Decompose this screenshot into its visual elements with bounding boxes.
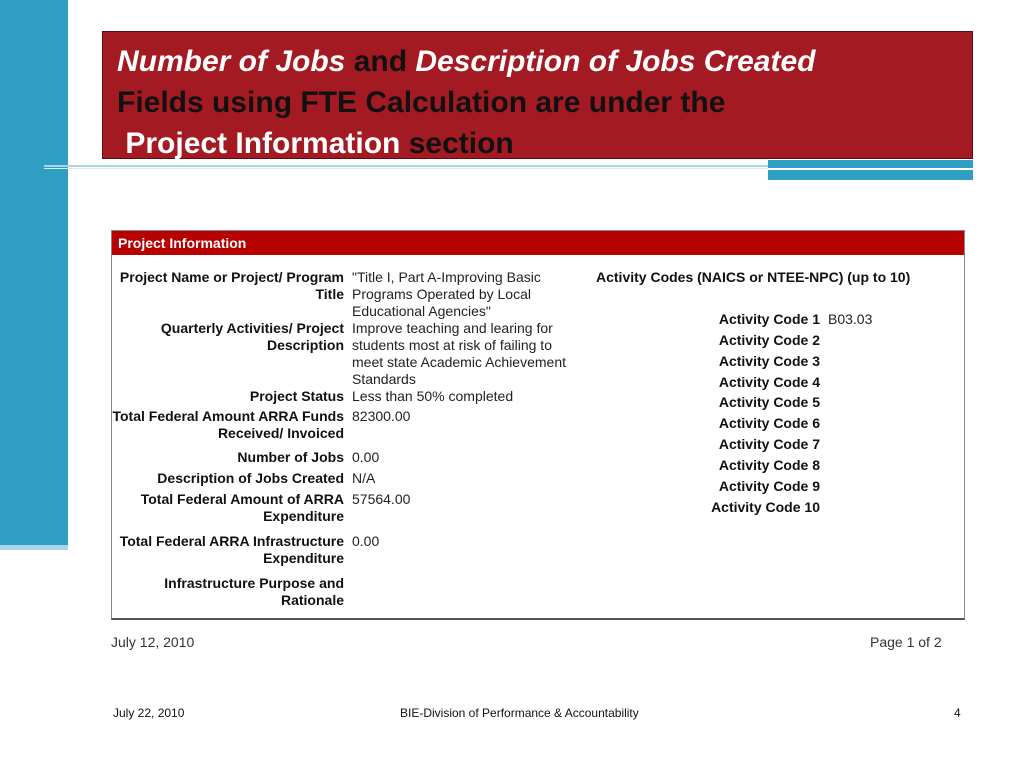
- slide-footer-center: BIE-Division of Performance & Accountability: [400, 706, 639, 720]
- slide-title: [102, 31, 973, 159]
- activity-code-label: Activity Code 8: [718, 457, 820, 473]
- field-label-description-of-jobs: Description of Jobs Created: [157, 470, 344, 486]
- project-information-form: [111, 230, 965, 620]
- divider-line-thin: [44, 168, 768, 169]
- field-label-number-of-jobs: Number of Jobs: [237, 449, 344, 465]
- document-footer-page: Page 1 of 2: [870, 634, 942, 650]
- field-value-project-status: Less than 50% completed: [352, 388, 514, 404]
- activity-code-label: Activity Code 4: [718, 374, 820, 390]
- title-part-number-of-jobs: Number of Jobs: [117, 45, 346, 78]
- field-label-project-status: Project Status: [249, 388, 344, 404]
- field-value-infrastructure-expenditure: 0.00: [352, 533, 380, 549]
- title-part-and: and: [345, 45, 416, 78]
- form-header: Project Information: [112, 231, 964, 255]
- field-value-project-name: "Title I, Part A-Improving Basic Programs Operated by Local Educational Agencies": [352, 269, 541, 319]
- field-label-quarterly-activities: Quarterly Activities/ Project Description: [160, 320, 344, 353]
- activity-code-label: Activity Code 10: [711, 499, 820, 515]
- field-value-federal-amount-received: 82300.00: [352, 408, 411, 424]
- field-value-quarterly-activities: Improve teaching and learing for students most at risk of failing to meet state Academic Achievement Standards: [352, 320, 566, 387]
- activity-code-label: Activity Code 5: [718, 394, 820, 410]
- activity-code-value: B03.03: [828, 311, 873, 327]
- title-part-description: Description of Jobs Created: [415, 45, 816, 78]
- activity-code-label: Activity Code 9: [718, 478, 820, 494]
- left-accent-bar-shadow: [0, 545, 68, 550]
- activity-code-label: Activity Code 6: [718, 415, 820, 431]
- activity-code-label: Activity Code 7: [718, 436, 820, 452]
- activity-codes-heading: Activity Codes (NAICS or NTEE-NPC) (up to 10): [596, 269, 911, 285]
- field-label-infrastructure-expenditure: Total Federal ARRA Infrastructure Expenditure: [119, 533, 344, 566]
- activity-code-label: Activity Code 1: [718, 311, 820, 327]
- field-label-project-name: Project Name or Project/ Program Title: [119, 269, 344, 302]
- title-part-section: section: [400, 127, 514, 160]
- activity-code-label: Activity Code 2: [718, 332, 820, 348]
- slide-footer-date: July 22, 2010: [113, 706, 185, 720]
- field-value-number-of-jobs: 0.00: [352, 449, 380, 465]
- left-accent-bar: [0, 0, 68, 545]
- activity-code-label: Activity Code 3: [718, 353, 820, 369]
- divider-line: [44, 165, 768, 167]
- document-footer-date: July 12, 2010: [111, 634, 195, 650]
- title-line-2: Fields using FTE Calculation are under the: [117, 86, 726, 119]
- field-value-description-of-jobs: N/A: [352, 470, 376, 486]
- slide-page-number: 4: [954, 706, 961, 720]
- field-value-arra-expenditure: 57564.00: [352, 491, 411, 507]
- title-part-project-information: Project Information: [125, 127, 401, 160]
- field-label-arra-expenditure: Total Federal Amount of ARRA Expenditure: [140, 491, 344, 524]
- field-label-infrastructure-purpose: Infrastructure Purpose and Rationale: [164, 575, 344, 608]
- field-label-federal-amount-received: Total Federal Amount ARRA Funds Received/ Invoiced: [112, 408, 344, 441]
